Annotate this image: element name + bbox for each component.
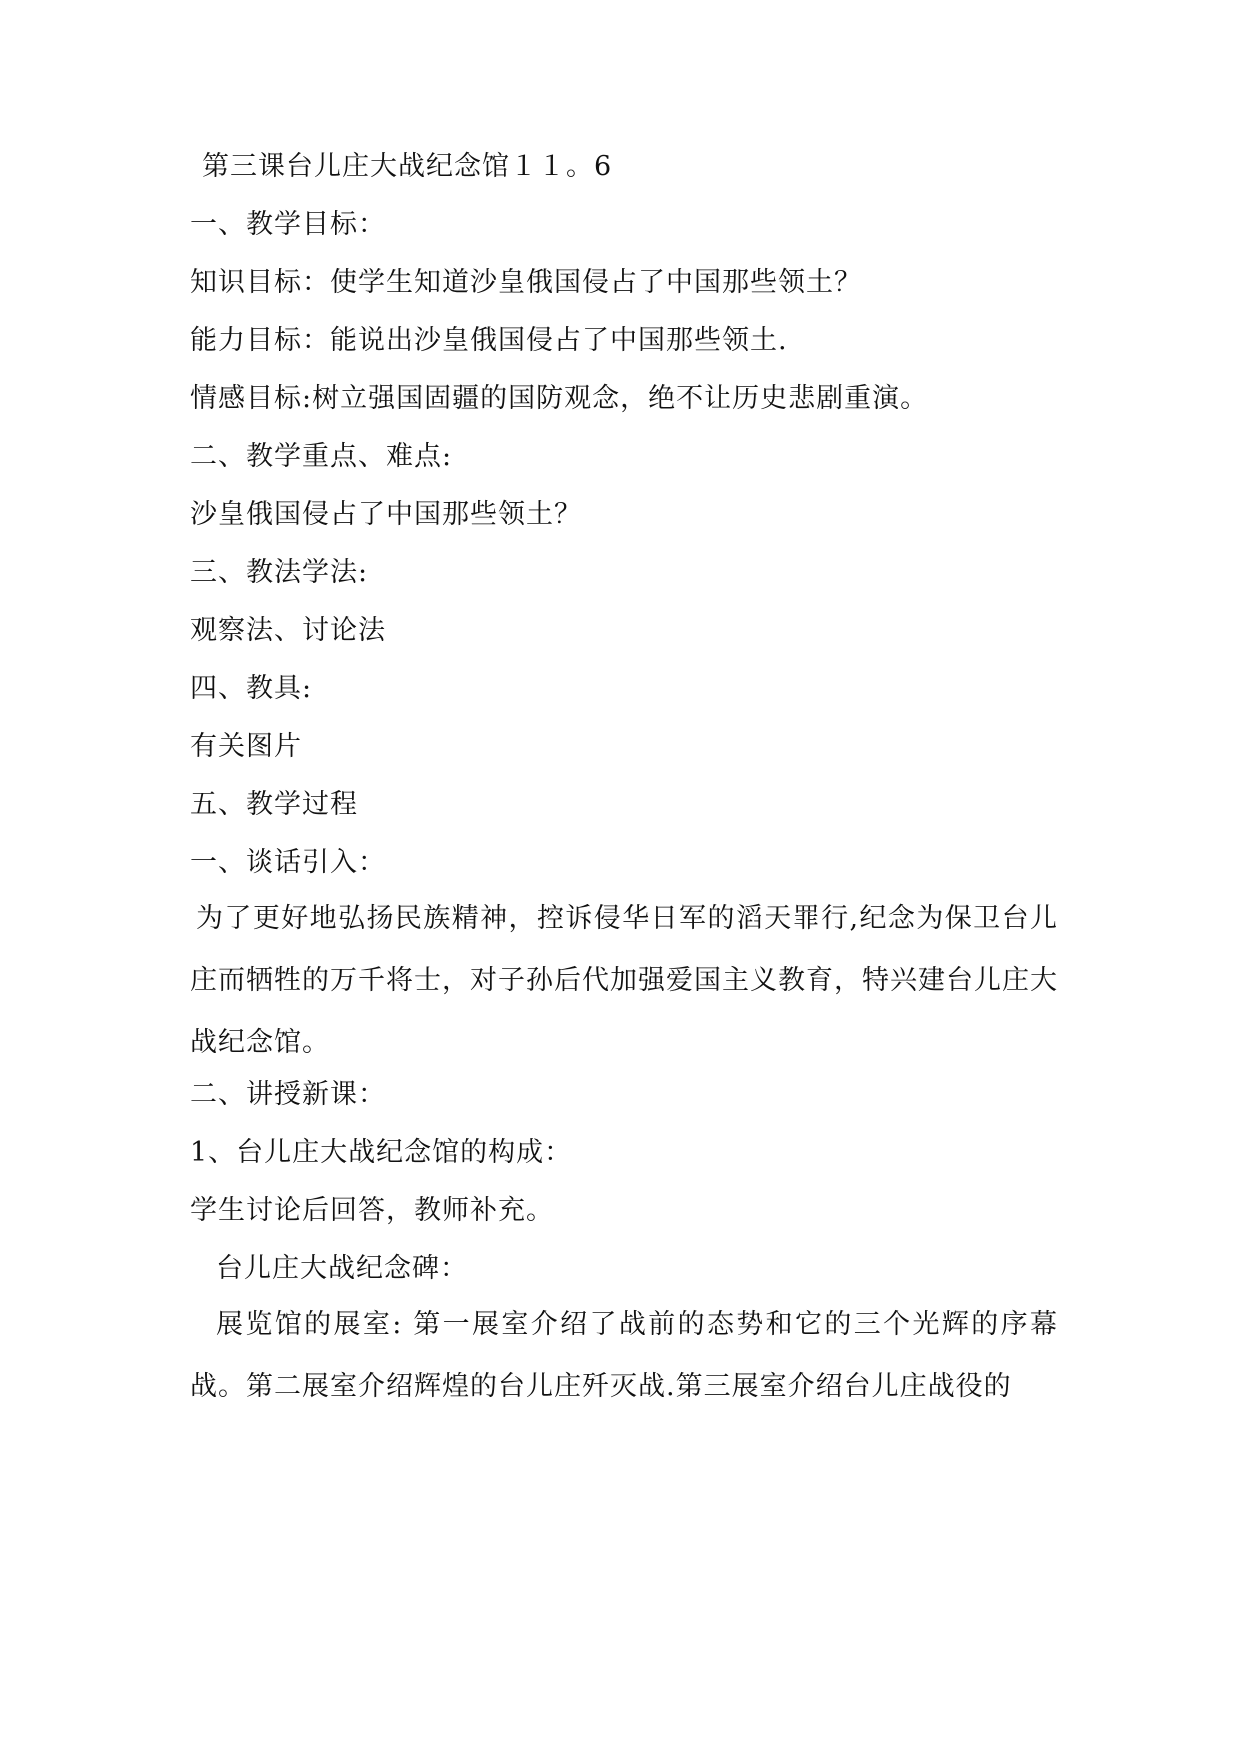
section-heading-methods: 三、教法学法: xyxy=(190,557,369,588)
ability-goal-line: 能力目标：能说出沙皇俄国侵占了中国那些领土. xyxy=(190,325,788,356)
section-heading-tools: 四、教具: xyxy=(190,673,313,704)
intro-heading: 一、谈话引入： xyxy=(190,847,386,878)
section-heading-process: 五、教学过程 xyxy=(190,789,358,820)
section-heading-key-points: 二、教学重点、难点: xyxy=(190,441,453,472)
tools-line: 有关图片 xyxy=(190,731,302,762)
exhibition-paragraph: 展览馆的展室: 第一展室介绍了战前的态势和它的三个光辉的序幕战。第二展室介绍辉煌的台儿庄歼灭战.第三展室介绍台儿庄战役的 xyxy=(190,1309,1058,1402)
intro-paragraph: 为了更好地弘扬民族精神，控诉侵华日军的滔天罪行,纪念为保卫台儿庄而牺牲的万千将士，对子孙后代加强爱国主义教育，特兴建台儿庄大战纪念馆。 xyxy=(190,903,1058,1058)
new-lesson-heading: 二、讲授新课： xyxy=(190,1079,386,1110)
methods-line: 观察法、讨论法 xyxy=(190,615,386,646)
emotion-goal-line: 情感目标:树立强国固疆的国防观念，绝不让历史悲剧重演。 xyxy=(190,383,929,414)
document-title: 第三课台儿庄大战纪念馆１１。6 xyxy=(202,151,613,182)
section-heading-objectives: 一、教学目标： xyxy=(190,209,386,240)
knowledge-goal-line: 知识目标：使学生知道沙皇俄国侵占了中国那些领土？ xyxy=(190,267,862,298)
monument-line: 台儿庄大战纪念碑： xyxy=(216,1253,468,1284)
key-point-line: 沙皇俄国侵占了中国那些领土？ xyxy=(190,499,582,530)
item-1-line: 1、台儿庄大战纪念馆的构成： xyxy=(190,1137,573,1168)
item-1-note-line: 学生讨论后回答，教师补充。 xyxy=(190,1195,554,1226)
